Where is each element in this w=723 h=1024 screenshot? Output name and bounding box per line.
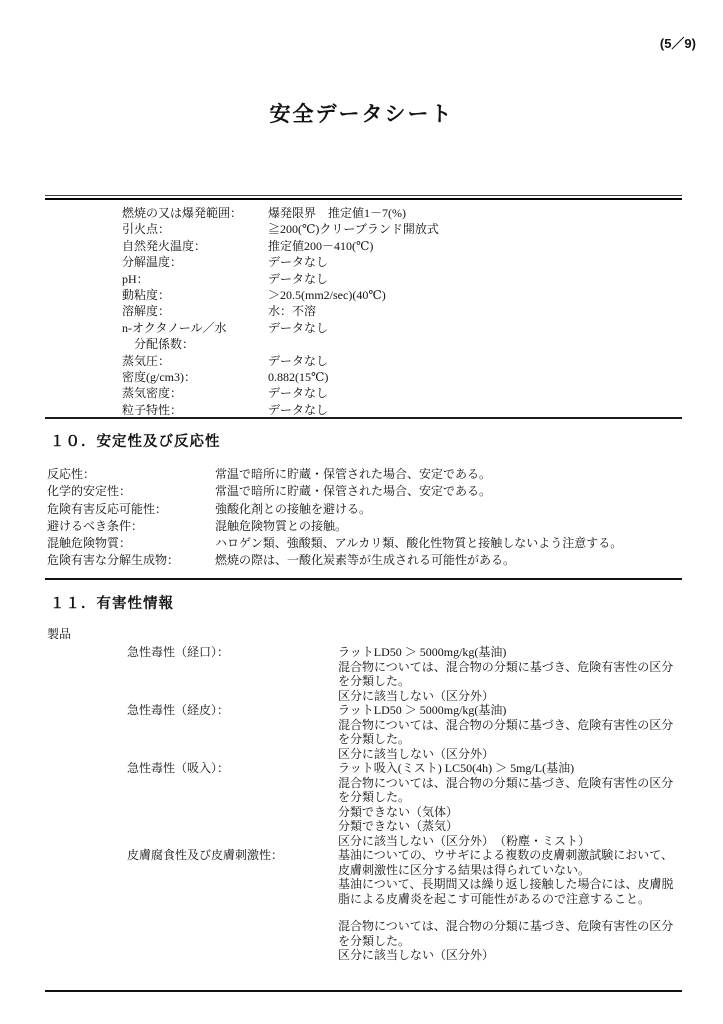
property-row (122, 353, 439, 369)
stability-value: 常温で暗所に貯蔵・保管された場合、安定である。 (215, 467, 492, 481)
toxicity-value (338, 848, 683, 963)
stability-row (47, 501, 622, 518)
toxicity-value-line: 混合物については、混合物の分類に基づき、危険有害性の区分を分類した。 (338, 659, 674, 688)
stability-value: ハロゲン類、強酸類、アルカリ類、酸化性物質と接触しないよう注意する。 (215, 536, 623, 551)
toxicity-value-line: 基油について、長期間又は繰り返し接触した場合には、皮膚脱脂による皮膚炎を起こす可能性があるので注意すること。 (338, 877, 674, 906)
toxicity-entry-skin-corrosion (127, 848, 683, 963)
property-row (122, 385, 439, 401)
toxicity-label: 急性毒性（吸入）： (127, 761, 230, 775)
property-label: 分配係数： (122, 337, 195, 352)
stability-value: 強酸化剤との接触を避ける。 (215, 501, 372, 516)
property-row (122, 320, 439, 336)
toxicity-table (127, 645, 683, 963)
property-label: 溶解度： (122, 304, 171, 319)
toxicity-value-line: 分類できない（気体） (338, 804, 459, 819)
toxicity-value-line: 区分に該当しない（区分外） (338, 688, 495, 703)
property-row (122, 336, 439, 352)
stability-label: 反応性： (47, 467, 96, 481)
property-row (122, 369, 439, 385)
stability-row (47, 483, 622, 500)
toxicity-value (338, 703, 683, 761)
property-value: データなし (268, 255, 329, 270)
toxicity-label: 急性毒性（経口）： (127, 645, 230, 659)
property-value: ＞20.5(mm2/sec)(40℃) (268, 288, 386, 303)
toxicity-value-line: 区分に該当しない（区分外） (338, 948, 495, 962)
stability-label: 危険有害反応可能性： (47, 501, 168, 516)
property-value: 水：不溶 (268, 304, 317, 319)
toxicity-entry-oral (127, 645, 683, 703)
property-value: データなし (268, 320, 329, 335)
toxicity-label: 急性毒性（経皮）： (127, 703, 230, 717)
property-value: 0.882(15℃) (268, 370, 329, 385)
page-number: (5／9) (659, 36, 696, 51)
property-value (268, 336, 439, 352)
toxicity-value-line: ラットLD50 ＞ 5000mg/kg(基油) (338, 703, 507, 717)
section-11-heading: １１．有害性情報 (50, 596, 174, 612)
property-label: 引火点： (122, 222, 171, 237)
property-row (122, 303, 439, 319)
toxicity-value (338, 761, 683, 848)
section-divider (45, 417, 682, 419)
property-row (122, 271, 439, 287)
property-label: 動粘度： (122, 288, 171, 303)
property-value: データなし (268, 353, 329, 368)
toxicity-value (338, 645, 683, 703)
toxicity-value-line: 混合物については、混合物の分類に基づき、危険有害性の区分を分類した。 (338, 919, 674, 948)
property-label: 粒子特性： (122, 402, 183, 417)
stability-value: 混触危険物質との接触。 (215, 518, 348, 533)
property-value: 爆発限界 推定値1－7(%) (268, 206, 406, 220)
toxicity-entry-dermal (127, 703, 683, 761)
property-row (122, 221, 439, 237)
property-row (122, 254, 439, 270)
stability-reactivity-table (47, 466, 622, 570)
property-label: 密度(g/cm3)： (122, 370, 196, 385)
stability-label: 混触危険物質： (47, 536, 132, 551)
physical-properties-table (122, 205, 439, 418)
stability-label: 避けるべき条件： (47, 518, 144, 533)
product-label: 製品 (47, 627, 72, 641)
stability-label: 危険有害な分解生成物： (47, 553, 180, 568)
toxicity-entry-inhalation (127, 761, 683, 848)
toxicity-value-line: ラット吸入(ミスト) LC50(4h) ＞ 5mg/L(基油) (338, 761, 575, 775)
toxicity-value-line: ラットLD50 ＞ 5000mg/kg(基油) (338, 645, 507, 659)
property-row (122, 287, 439, 303)
property-label: 蒸気圧： (122, 353, 171, 368)
property-row (122, 205, 439, 221)
property-label: 自然発火温度： (122, 238, 207, 253)
property-value: データなし (268, 271, 329, 286)
toxicity-value-line: 混合物については、混合物の分類に基づき、危険有害性の区分を分類した。 (338, 717, 674, 746)
stability-label: 化学的安定性： (47, 484, 132, 499)
toxicity-value-line: 区分に該当しない（区分外） (338, 746, 495, 761)
property-value: データなし (268, 402, 329, 417)
stability-row (47, 466, 622, 483)
section-divider-top (45, 195, 682, 200)
toxicity-value-line: 区分に該当しない（区分外） （粉塵・ミスト） (338, 833, 591, 848)
toxicity-value-line: 基油についての、ウサギによる複数の皮膚刺激試験において、皮膚刺激性に区分する結果は得られていない。 (338, 848, 674, 877)
stability-row (47, 518, 622, 535)
property-value: データなし (268, 386, 329, 401)
property-row (122, 238, 439, 254)
property-value: 推定値200－410(℃) (268, 238, 374, 253)
stability-row (47, 552, 622, 569)
property-label: pH： (122, 271, 149, 286)
toxicity-value-line (338, 906, 683, 919)
property-row (122, 402, 439, 418)
stability-value: 燃焼の際は、一酸化炭素等が生成される可能性がある。 (215, 553, 516, 568)
page-footer-rule (45, 990, 682, 992)
property-label: 蒸気密度： (122, 386, 183, 401)
property-value: ≧200(℃)クリーブランド開放式 (268, 222, 439, 237)
stability-value: 常温で暗所に貯蔵・保管された場合、安定である。 (215, 484, 492, 499)
toxicity-value-line: 分類できない（蒸気） (338, 819, 459, 833)
toxicity-label: 皮膚腐食性及び皮膚刺激性： (127, 848, 284, 862)
property-label: 分解温度： (122, 255, 183, 270)
section-10-heading: １０．安定性及び反応性 (50, 434, 221, 450)
toxicity-value-line: 混合物については、混合物の分類に基づき、危険有害性の区分を分類した。 (338, 775, 674, 804)
stability-row (47, 535, 622, 552)
document-title: 安全データシート (269, 103, 454, 126)
property-label: 燃焼の又は爆発範囲： (122, 206, 243, 220)
section-divider (45, 578, 682, 580)
property-label: n-オクタノール／水 (122, 320, 227, 335)
